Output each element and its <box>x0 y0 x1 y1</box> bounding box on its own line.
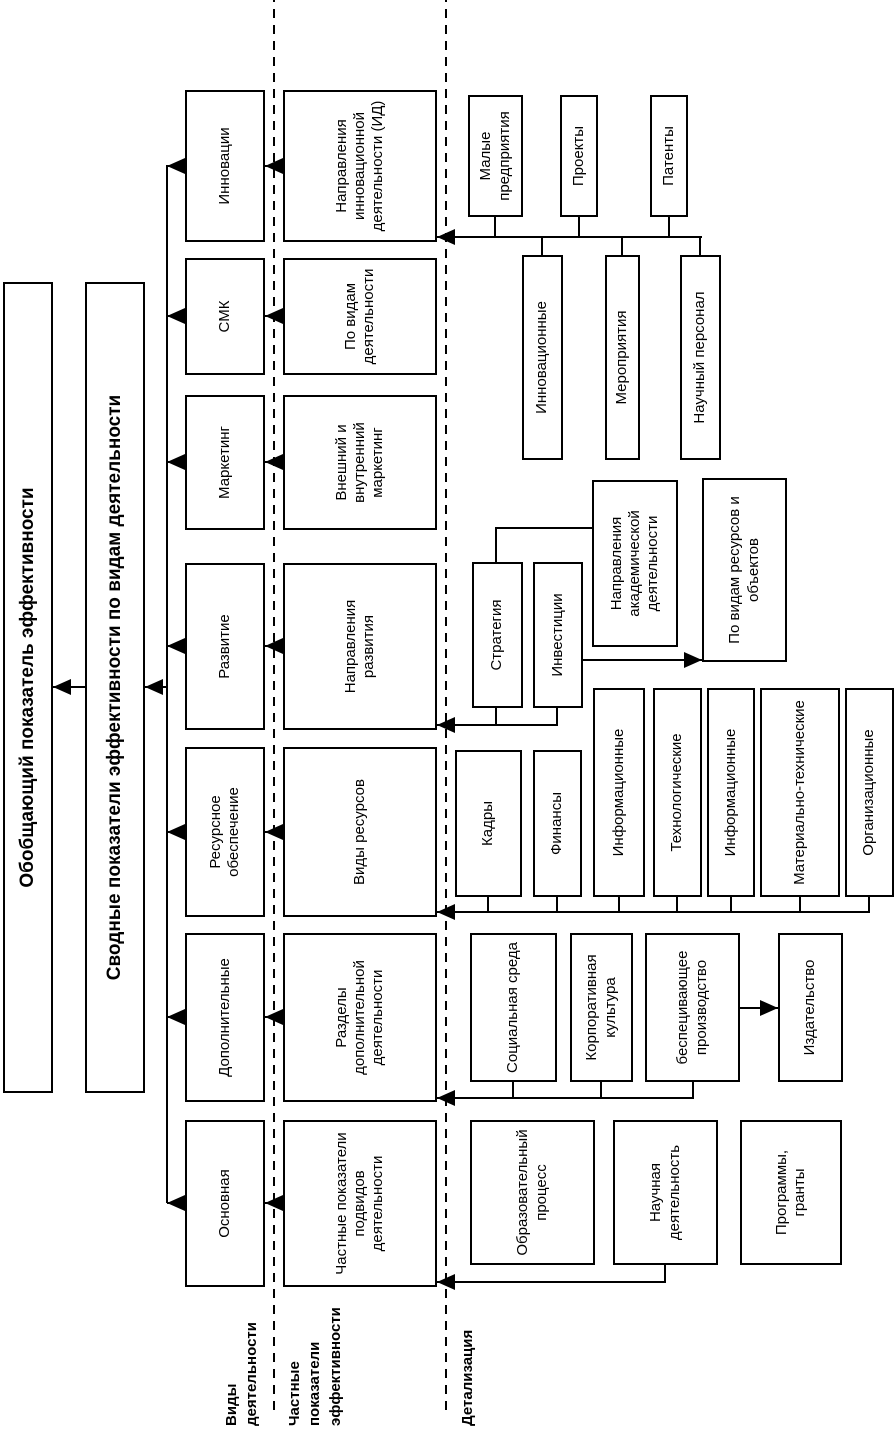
connector-line <box>868 897 870 913</box>
detail-box-malye-predpriyatiya: Малые предприятия <box>468 95 523 217</box>
arrow-up-icon <box>167 454 185 470</box>
connector-line <box>541 238 543 255</box>
connector-line <box>621 238 623 255</box>
detail-trunk-resursnoe <box>437 911 870 913</box>
connector-line <box>664 1265 666 1283</box>
detail-box-informacionnye-1: Информационные <box>593 688 645 897</box>
arrow-up-icon <box>167 1195 185 1211</box>
detail-box-nauchny-personal: Научный персонал <box>680 255 721 460</box>
arrow-up-icon <box>53 679 71 695</box>
indicator-box-razvitie: Направления развития <box>283 563 437 730</box>
connector-line <box>730 897 732 913</box>
arrow-up-icon <box>437 1274 455 1290</box>
detail-box-bespecivayushchee-proizvodstvo: беспецивающее производство <box>645 933 740 1082</box>
connector-line <box>494 217 496 236</box>
arrow-up-icon <box>167 158 185 174</box>
indicator-box-osnovnaya: Частные показатели подвидов деятельности <box>283 1120 437 1287</box>
detail-box-finansy: Финансы <box>533 750 582 897</box>
arrow-up-icon <box>437 1090 455 1106</box>
connector-line <box>556 708 558 726</box>
arrow-up-icon <box>437 229 455 245</box>
connector-line <box>618 897 620 913</box>
layer-label-private-indicators: Частные показатели эффективности <box>286 1307 344 1426</box>
detail-trunk-innovacii <box>437 236 702 238</box>
activity-box-innovacii: Инновации <box>185 90 265 242</box>
overall-indicator-box: Обобщающий показатель эффективности <box>3 282 53 1093</box>
detail-box-meropriyatiya: Мероприятия <box>605 255 640 460</box>
detail-box-obrazovatelny-process: Образовательный процесс <box>470 1120 595 1265</box>
detail-trunk-dopolnitelnye <box>437 1097 694 1099</box>
connector-line <box>600 1082 602 1099</box>
connector-line <box>495 527 592 529</box>
detail-trunk-osnovnaya <box>437 1281 666 1283</box>
indicator-box-marketing: Внешний и внутренний маркетинг <box>283 395 437 530</box>
detail-box-kadry: Кадры <box>455 750 522 897</box>
connector-line <box>495 527 497 562</box>
indicator-box-innovacii: Направления инновационной деятельности (ИД) <box>283 90 437 242</box>
activity-box-smk: СМК <box>185 258 265 375</box>
detail-box-materialno-tehnicheskie: Материально-технические <box>760 688 840 897</box>
detail-box-patenty: Патенты <box>650 95 688 217</box>
activity-box-resursnoe: Ресурсное обеспечение <box>185 747 265 917</box>
connector-line <box>699 238 701 255</box>
connector-line <box>668 217 670 236</box>
activity-box-razvitie: Развитие <box>185 563 265 730</box>
detail-box-nauchnaya-deyatelnost: Научная деятельность <box>613 1120 718 1265</box>
detail-box-organizacionnye: Организационные <box>845 688 894 897</box>
layer-label-detail: Детализация <box>459 1329 476 1426</box>
connector-line <box>556 897 558 913</box>
connector-line <box>692 1082 694 1099</box>
detail-box-programmy-granty: Программы, гранты <box>740 1120 842 1265</box>
connector-line <box>578 217 580 236</box>
arrow-up-icon <box>437 904 455 920</box>
connector-line <box>799 897 801 913</box>
arrow-up-icon <box>167 638 185 654</box>
detail-box-innovacionnye: Инновационные <box>522 255 563 460</box>
arrow-down-icon <box>760 1000 778 1016</box>
detail-box-investicii: Инвестиции <box>533 562 583 708</box>
activity-box-osnovnaya: Основная <box>185 1120 265 1287</box>
indicator-box-resursnoe: Виды ресурсов <box>283 747 437 917</box>
layer-label-activities: Виды деятельности <box>223 1322 261 1426</box>
dashed-separator-activities <box>273 0 275 1410</box>
detail-box-korporativnaya-kultura: Корпоративная культура <box>570 933 633 1082</box>
indicator-box-dopolnitelnye: Разделы дополнительной деятельности <box>283 933 437 1102</box>
arrow-up-icon <box>167 308 185 324</box>
detail-box-proekty: Проекты <box>560 95 598 217</box>
arrow-up-icon <box>167 1009 185 1025</box>
activity-box-marketing: Маркетинг <box>185 395 265 530</box>
detail-box-tehnologicheskie: Технологические <box>653 688 702 897</box>
detail-box-informacionnye-2: Информационные <box>707 688 755 897</box>
detail-trunk-razvitie <box>437 724 558 726</box>
connector-line <box>676 897 678 913</box>
arrow-down-icon <box>684 652 702 668</box>
detail-box-socialnaya-sreda: Социальная среда <box>470 933 557 1082</box>
summary-indicators-box: Сводные показатели эффективности по видам деятельности <box>85 282 145 1093</box>
detail-box-izdatelstvo: Издательство <box>778 933 843 1082</box>
connector-line <box>512 1082 514 1099</box>
dashed-separator-detail <box>445 0 447 1410</box>
detail-box-po-vidam-resursov: По видам ресурсов и объектов <box>702 478 787 662</box>
detail-box-napravleniya-akademicheskoy: Направления академической деятельности <box>592 480 678 647</box>
activity-box-dopolnitelnye: Дополнительные <box>185 933 265 1102</box>
arrow-up-icon <box>145 679 163 695</box>
connector-line <box>487 897 489 913</box>
detail-box-strategiya: Стратегия <box>472 562 523 708</box>
indicator-box-smk: По видам деятельности <box>283 258 437 375</box>
connector-line <box>495 708 497 726</box>
arrow-up-icon <box>437 717 455 733</box>
arrow-up-icon <box>167 824 185 840</box>
